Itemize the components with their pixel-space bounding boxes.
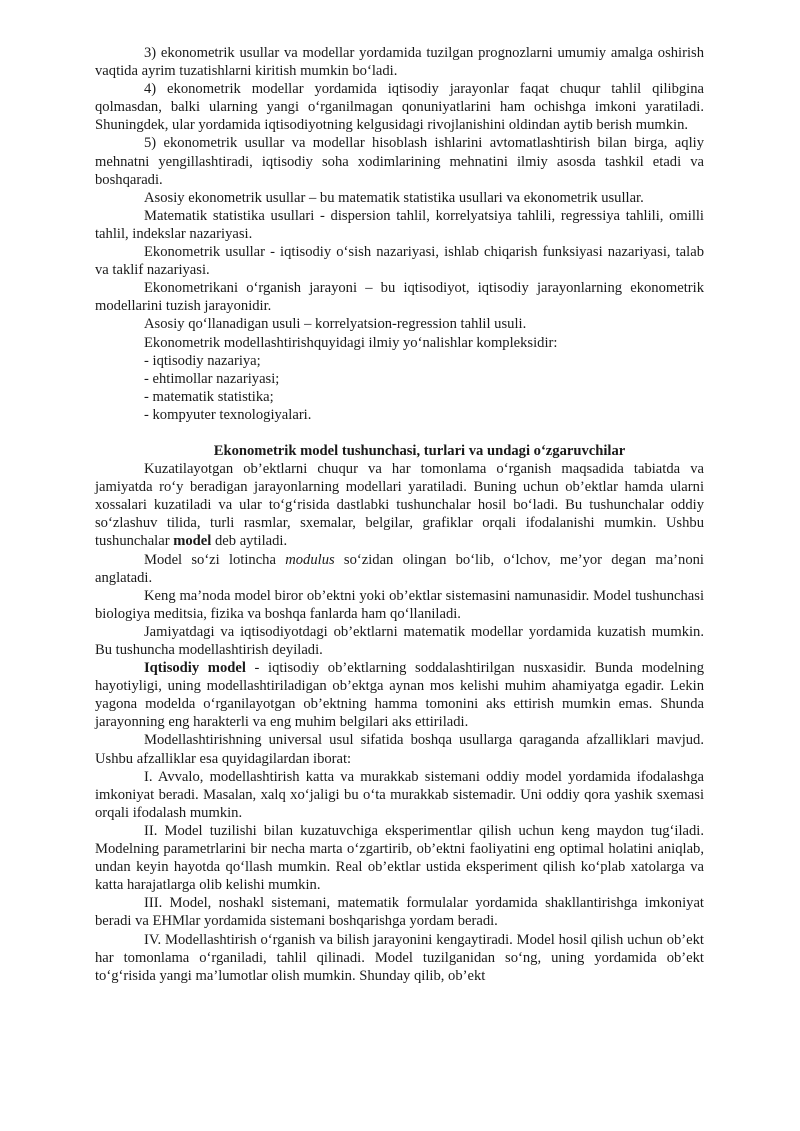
paragraph-society-objects: Jamiyatdagi va iqtisodiyotdagi ob’ektlarni matematik modellar yordamida kuzatish mumkin. Bu tushuncha modellashtirish deyiladi. <box>95 623 704 658</box>
list-item: - iqtisodiy nazariya; <box>144 352 261 369</box>
italic-term: modulus <box>285 551 335 568</box>
paragraph-model-etymology <box>95 551 704 587</box>
paragraph-advantage-2: II. Model tuzilishi bilan kuzatuvchiga eksperimentlar qilish uchun keng maydon tug‘iladi. Modelning parametrlarini bir necha marta o‘zgartirib, ob’ektni faoliyatini eng optimal holatini aniqlab, undan keyin hayotda qo‘llash mumkin. Real ob’ektlar ustida eksperiment qilish ko‘plab xatolarga va katta harajatlarga olib kelishi mumkin. <box>95 822 704 894</box>
paragraph-point-5: 5) ekonometrik usullar va modellar hisoblash ishlarini avtomatlashtirish bilan birga, aqliy mehnatni yengillashtiradi, iqtisodiy soha xodimlarining mehnatini ilmiy asosda tashkil etadi va boshqaradi. <box>95 135 704 188</box>
text-run: deb aytiladi. <box>211 533 288 550</box>
paragraph-advantage-4: IV. Modellashtirish o‘rganish va bilish jarayonini kengaytiradi. Model hosil qilish uchun ob’ekt har tomonlama o‘rganiladi, tahlil qilinadi. Model tuzilganidan so‘ng, uning yordamida ob’ekt to‘g‘risida yangi ma’lumotlar olish mumkin. Shunday qilib, ob’ekt <box>95 931 704 984</box>
paragraph-main-methods: Asosiy ekonometrik usullar – bu matematik statistika usullari va ekonometrik usullar. <box>144 189 644 206</box>
list-item: - ehtimollar nazariyasi; <box>144 370 280 387</box>
paragraph-econometric-methods: Ekonometrik usullar - iqtisodiy o‘sish nazariyasi, ishlab chiqarish funksiyasi nazariyasi, talab va taklif nazariyasi. <box>95 244 704 279</box>
text-run: Model so‘zi lotincha <box>144 551 286 568</box>
section-heading: Ekonometrik model tushunchasi, turlari va undagi o‘zgaruvchilar <box>213 442 626 459</box>
list-item: - matematik statistika; <box>144 388 274 405</box>
page-text <box>95 44 704 985</box>
paragraph-learning-process: Ekonometrikani o‘rganish jarayoni – bu iqtisodiyot, iqtisodiy jarayonlarning ekonometrik modellarini tuzish jarayonidir. <box>95 280 704 315</box>
text-run: so‘zidan olingan bo‘lib, o‘lchov, me’yor degan ma’noni anglatadi. <box>95 551 704 586</box>
paragraph-applied-method: Asosiy qo‘llanadigan usuli – korrelyatsion-regression tahlil usuli. <box>144 316 527 333</box>
paragraph-economic-model <box>95 659 704 731</box>
text-run: Kuzatilayotgan ob’ektlarni chuqur va har tomonlama o‘rganish maqsadida tabiatda va jamiyatda ro‘y beradigan jarayonlarning modellari yaratiladi. Buning uchun ob’ektlar hamda ularni xossalari kuzatiladi va ular to‘g‘risida dastlabki tushunchalar hosil bo‘ladi. Bu tushunchalar oddiy so‘zlashuv tilida, turli rasmlar, sxemalar, belgilar, grafiklar orqali ifodalanishi mumkin. Ushbu tushunchalar <box>95 461 704 550</box>
paragraph-advantage-3: III. Model, noshakl sistemani, matematik formulalar yordamida shakllantirishga imkoniyat beradi va EHMlar yordamida sistemani boshqarishga yordam beradi. <box>95 895 704 930</box>
paragraph-broad-meaning: Keng ma’noda model biror ob’ektni yoki ob’ektlar sistemasini namunasidir. Model tushunchasi biologiya meditsia, fizika va boshqa fanlarda ham qo‘llaniladi. <box>95 587 704 622</box>
list-item: - kompyuter texnologiyalari. <box>144 406 312 423</box>
text-run: - iqtisodiy ob’ektlarning soddalashtirilgan nusxasidir. Bunda modelning hayotiyligi, uning modellashtiriladigan ob’ektga aynan mos kelishi muhim ahamiyatga egadir. Lekin yagona modelda o‘rganilayotgan ob’ektning hamma tomonini aks ettirish mumkin emas. Shunda jarayonning eng harakterli va eng muhim belgilari aks ettiriladi. <box>95 660 705 731</box>
section-spacer <box>95 424 704 442</box>
bold-term: Iqtisodiy model <box>144 660 246 677</box>
paragraph-model-concept <box>95 460 704 550</box>
bold-term: model <box>173 533 212 550</box>
paragraph-point-4: 4) ekonometrik modellar yordamida iqtisodiy jarayonlar faqat chuqur tahlil qilibgina qolmasdan, balki ularning yangi o‘rganilmagan qonuniyatlarini ham ochishga imkoni yaratiladi. Shuningdek, ular yordamida iqtisodiyotning kelgusidagi rivojlanishini oldindan aytib berish mumkin. <box>95 81 704 134</box>
paragraph-modeling-complex: Ekonometrik modellashtirishquyidagi ilmiy yo‘nalishlar kompleksidir: <box>144 334 558 351</box>
paragraph-advantages-intro: Modellashtirishning universal usul sifatida boshqa usullarga qaraganda afzalliklari mavjud. Ushbu afzalliklar esa quyidagilardan iborat: <box>95 732 704 767</box>
paragraph-advantage-1: I. Avvalo, modellashtirish katta va murakkab sistemani oddiy model yordamida ifodalashga imkoniyat beradi. Masalan, xalq xo‘jaligi bu o‘ta murakkab sistemadir. Uni oddiy qora yashik sxemasi orqali ifodalash mumkin. <box>95 768 704 821</box>
paragraph-point-3: 3) ekonometrik usullar va modellar yordamida tuzilgan prognozlarni umumiy amalga oshirish vaqtida ayrim tuzatishlarni kiritish mumkin bo‘ladi. <box>95 45 704 80</box>
paragraph-statistics-methods: Matematik statistika usullari - dispersion tahlil, korrelyatsiya tahlili, regressiya tahlili, omilli tahlil, indekslar nazariyasi. <box>95 207 704 242</box>
